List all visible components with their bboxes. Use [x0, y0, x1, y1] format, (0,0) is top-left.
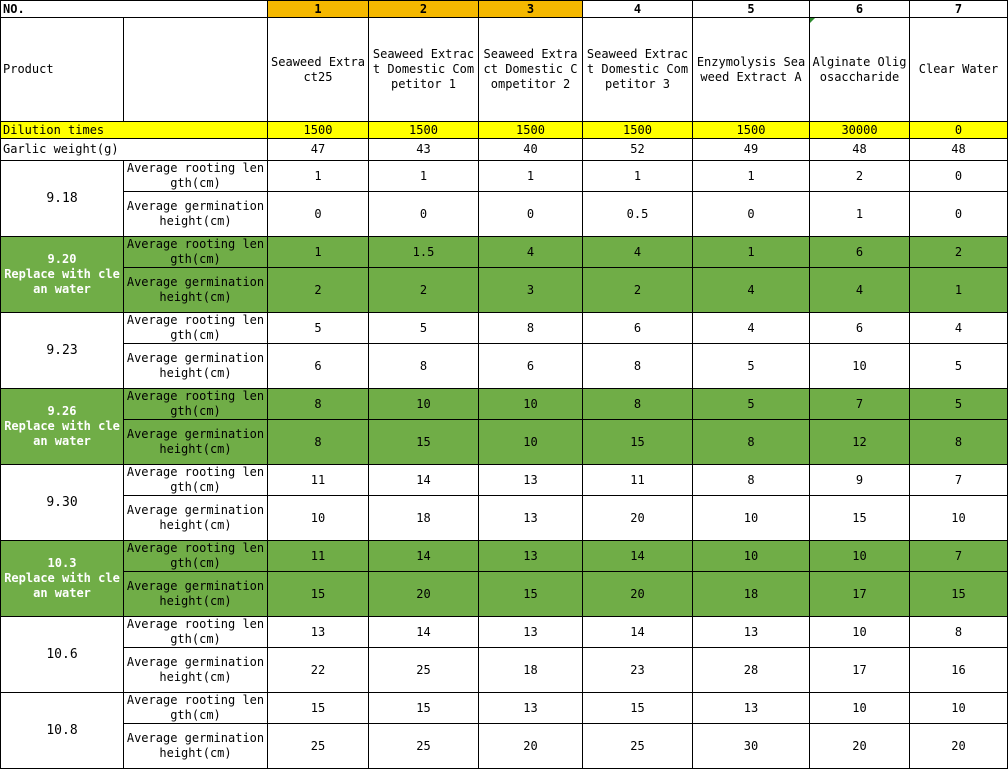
- rooting-value-cell[interactable]: 1: [268, 161, 369, 192]
- germination-value-cell[interactable]: 5: [693, 344, 810, 389]
- germination-value-cell[interactable]: 13: [479, 496, 583, 541]
- rooting-value-cell[interactable]: 13: [693, 693, 810, 724]
- water-note-label: Replace with clean water: [4, 419, 120, 448]
- rooting-row: [1, 389, 1008, 420]
- date-cell[interactable]: [1, 541, 124, 617]
- rooting-value-cell[interactable]: 1: [693, 237, 810, 268]
- dilution-value-cell[interactable]: 30000: [810, 122, 910, 139]
- garlic-weight-row: [1, 139, 1008, 161]
- column-number-cell[interactable]: 3: [479, 1, 583, 18]
- rooting-value-cell[interactable]: 7: [910, 541, 1008, 572]
- rooting-value-cell[interactable]: 8: [583, 389, 693, 420]
- germination-row: [1, 496, 1008, 541]
- date-cell[interactable]: [1, 617, 124, 693]
- rooting-value-cell[interactable]: 6: [810, 313, 910, 344]
- germination-value-cell[interactable]: 8: [693, 420, 810, 465]
- germination-value-cell[interactable]: 10: [268, 496, 369, 541]
- rooting-label-cell[interactable]: Average rooting length(cm): [124, 541, 268, 572]
- germination-row: [1, 648, 1008, 693]
- rooting-row: [1, 161, 1008, 192]
- dilution-value-cell[interactable]: 1500: [479, 122, 583, 139]
- germination-value-cell[interactable]: 0: [268, 192, 369, 237]
- germination-value-cell[interactable]: 15: [910, 572, 1008, 617]
- germination-value-cell[interactable]: 8: [268, 420, 369, 465]
- germination-value-cell[interactable]: 0.5: [583, 192, 693, 237]
- germination-value-cell[interactable]: 17: [810, 572, 910, 617]
- germination-value-cell[interactable]: 10: [810, 344, 910, 389]
- germination-value-cell[interactable]: 2: [268, 268, 369, 313]
- rooting-value-cell[interactable]: 4: [479, 237, 583, 268]
- germination-value-cell[interactable]: 6: [268, 344, 369, 389]
- rooting-value-cell[interactable]: 14: [583, 541, 693, 572]
- product-row: [1, 18, 1008, 122]
- germination-label-cell[interactable]: Average germination height(cm): [124, 724, 268, 769]
- germination-value-cell[interactable]: 15: [583, 420, 693, 465]
- rooting-label-cell[interactable]: Average rooting length(cm): [124, 161, 268, 192]
- no-label-cell[interactable]: NO.: [1, 1, 268, 18]
- rooting-value-cell[interactable]: 10: [910, 693, 1008, 724]
- rooting-value-cell[interactable]: 15: [369, 693, 479, 724]
- germination-label-cell[interactable]: Average germination height(cm): [124, 420, 268, 465]
- date-cell[interactable]: [1, 161, 124, 237]
- germination-value-cell[interactable]: 8: [910, 420, 1008, 465]
- germination-value-cell[interactable]: 1: [810, 192, 910, 237]
- germination-value-cell[interactable]: 4: [693, 268, 810, 313]
- product-label-cell[interactable]: Product: [1, 18, 124, 122]
- germination-value-cell[interactable]: 25: [369, 724, 479, 769]
- rooting-value-cell[interactable]: 13: [479, 617, 583, 648]
- germination-value-cell[interactable]: 8: [583, 344, 693, 389]
- rooting-value-cell[interactable]: 15: [268, 693, 369, 724]
- rooting-label-cell[interactable]: Average rooting length(cm): [124, 237, 268, 268]
- germination-value-cell[interactable]: 6: [479, 344, 583, 389]
- rooting-value-cell[interactable]: 5: [693, 389, 810, 420]
- rooting-label-cell[interactable]: Average rooting length(cm): [124, 693, 268, 724]
- germination-row: [1, 192, 1008, 237]
- rooting-value-cell[interactable]: 2: [910, 237, 1008, 268]
- germination-value-cell[interactable]: 15: [268, 572, 369, 617]
- product-name-cell[interactable]: Seaweed Extract Domestic Competitor 1: [369, 18, 479, 122]
- germination-value-cell[interactable]: 28: [693, 648, 810, 693]
- rooting-value-cell[interactable]: 4: [693, 313, 810, 344]
- dilution-value-cell[interactable]: 0: [910, 122, 1008, 139]
- rooting-value-cell[interactable]: 11: [268, 465, 369, 496]
- rooting-row: [1, 693, 1008, 724]
- germination-value-cell[interactable]: 2: [369, 268, 479, 313]
- rooting-value-cell[interactable]: 1: [369, 161, 479, 192]
- rooting-value-cell[interactable]: 14: [583, 617, 693, 648]
- germination-value-cell[interactable]: 5: [910, 344, 1008, 389]
- rooting-label-cell[interactable]: Average rooting length(cm): [124, 389, 268, 420]
- germination-value-cell[interactable]: 18: [693, 572, 810, 617]
- garlic-label-cell[interactable]: Garlic weight(g): [1, 139, 268, 161]
- rooting-label-cell[interactable]: Average rooting length(cm): [124, 313, 268, 344]
- germination-value-cell[interactable]: 15: [479, 572, 583, 617]
- germination-value-cell[interactable]: 25: [268, 724, 369, 769]
- germination-value-cell[interactable]: 20: [583, 496, 693, 541]
- germination-value-cell[interactable]: 17: [810, 648, 910, 693]
- rooting-value-cell[interactable]: 10: [479, 389, 583, 420]
- water-note-label: Replace with clean water: [4, 267, 120, 296]
- rooting-value-cell[interactable]: 11: [583, 465, 693, 496]
- column-number-cell[interactable]: 2: [369, 1, 479, 18]
- rooting-value-cell[interactable]: 5: [910, 389, 1008, 420]
- rooting-value-cell[interactable]: 10: [693, 541, 810, 572]
- germination-row: [1, 420, 1008, 465]
- garlic-value-cell[interactable]: 47: [268, 139, 369, 161]
- germination-value-cell[interactable]: 10: [479, 420, 583, 465]
- germination-value-cell[interactable]: 2: [583, 268, 693, 313]
- rooting-row: [1, 541, 1008, 572]
- germination-label-cell[interactable]: Average germination height(cm): [124, 572, 268, 617]
- product-name-cell[interactable]: Clear Water: [910, 18, 1008, 122]
- product-name-cell[interactable]: Seaweed Extract Domestic Competitor 3: [583, 18, 693, 122]
- rooting-row: [1, 617, 1008, 648]
- dilution-label-cell[interactable]: Dilution times: [1, 122, 268, 139]
- rooting-value-cell[interactable]: 10: [810, 617, 910, 648]
- product-name-cell[interactable]: Seaweed Extract Domestic Competitor 2: [479, 18, 583, 122]
- rooting-value-cell[interactable]: 13: [479, 465, 583, 496]
- empty-cell[interactable]: [124, 18, 268, 122]
- date-cell[interactable]: [1, 389, 124, 465]
- date-label: 9.26: [47, 404, 77, 418]
- germination-value-cell[interactable]: 22: [268, 648, 369, 693]
- rooting-value-cell[interactable]: 15: [583, 693, 693, 724]
- rooting-value-cell[interactable]: 1: [479, 161, 583, 192]
- germination-value-cell[interactable]: 25: [583, 724, 693, 769]
- rooting-value-cell[interactable]: 5: [268, 313, 369, 344]
- date-cell[interactable]: [1, 237, 124, 313]
- date-label: 10.6: [46, 647, 78, 662]
- product-name-cell[interactable]: Seaweed Extract25: [268, 18, 369, 122]
- rooting-value-cell[interactable]: 13: [479, 693, 583, 724]
- rooting-value-cell[interactable]: 13: [268, 617, 369, 648]
- germination-value-cell[interactable]: 10: [910, 496, 1008, 541]
- rooting-value-cell[interactable]: 11: [268, 541, 369, 572]
- germination-value-cell[interactable]: 0: [693, 192, 810, 237]
- column-number-cell[interactable]: 7: [910, 1, 1008, 18]
- rooting-value-cell[interactable]: 13: [479, 541, 583, 572]
- column-number-cell[interactable]: 4: [583, 1, 693, 18]
- germination-value-cell[interactable]: 1: [910, 268, 1008, 313]
- rooting-value-cell[interactable]: 10: [369, 389, 479, 420]
- germination-value-cell[interactable]: 15: [810, 496, 910, 541]
- column-number-cell[interactable]: 5: [693, 1, 810, 18]
- rooting-value-cell[interactable]: 0: [910, 161, 1008, 192]
- germination-value-cell[interactable]: 18: [369, 496, 479, 541]
- product-name-cell[interactable]: Enzymolysis Seaweed Extract A: [693, 18, 810, 122]
- rooting-value-cell[interactable]: 10: [810, 541, 910, 572]
- rooting-value-cell[interactable]: 1: [268, 237, 369, 268]
- garlic-value-cell[interactable]: 48: [910, 139, 1008, 161]
- rooting-value-cell[interactable]: 14: [369, 465, 479, 496]
- garlic-value-cell[interactable]: 52: [583, 139, 693, 161]
- date-label: 9.23: [46, 343, 78, 358]
- rooting-label-cell[interactable]: Average rooting length(cm): [124, 465, 268, 496]
- rooting-value-cell[interactable]: 1: [583, 161, 693, 192]
- date-label: 9.20: [47, 252, 77, 266]
- rooting-value-cell[interactable]: 13: [693, 617, 810, 648]
- rooting-value-cell[interactable]: 1.5: [369, 237, 479, 268]
- rooting-value-cell[interactable]: 14: [369, 541, 479, 572]
- rooting-value-cell[interactable]: 4: [910, 313, 1008, 344]
- germination-label-cell[interactable]: Average germination height(cm): [124, 268, 268, 313]
- rooting-value-cell[interactable]: 6: [810, 237, 910, 268]
- germination-value-cell[interactable]: 16: [910, 648, 1008, 693]
- product-name-cell[interactable]: Alginate Oligosaccharide: [810, 18, 910, 122]
- rooting-value-cell[interactable]: 8: [693, 465, 810, 496]
- garlic-value-cell[interactable]: 43: [369, 139, 479, 161]
- germination-value-cell[interactable]: 0: [479, 192, 583, 237]
- germination-value-cell[interactable]: 18: [479, 648, 583, 693]
- rooting-value-cell[interactable]: 8: [268, 389, 369, 420]
- germination-row: [1, 724, 1008, 769]
- germination-value-cell[interactable]: 23: [583, 648, 693, 693]
- germination-value-cell[interactable]: 30: [693, 724, 810, 769]
- dilution-value-cell[interactable]: 1500: [693, 122, 810, 139]
- rooting-value-cell[interactable]: 1: [693, 161, 810, 192]
- garlic-value-cell[interactable]: 48: [810, 139, 910, 161]
- rooting-value-cell[interactable]: 7: [810, 389, 910, 420]
- column-number-cell[interactable]: 1: [268, 1, 369, 18]
- rooting-value-cell[interactable]: 4: [583, 237, 693, 268]
- date-label: 10.8: [46, 723, 78, 738]
- germination-row: [1, 268, 1008, 313]
- dilution-value-cell[interactable]: 1500: [369, 122, 479, 139]
- date-cell[interactable]: [1, 465, 124, 541]
- date-label: 10.3: [47, 556, 77, 570]
- germination-row: [1, 572, 1008, 617]
- rooting-value-cell[interactable]: 8: [479, 313, 583, 344]
- date-label: 9.30: [46, 495, 78, 510]
- germination-label-cell[interactable]: Average germination height(cm): [124, 344, 268, 389]
- rooting-value-cell[interactable]: 9: [810, 465, 910, 496]
- germination-value-cell[interactable]: 20: [910, 724, 1008, 769]
- germination-value-cell[interactable]: 20: [479, 724, 583, 769]
- germination-value-cell[interactable]: 8: [369, 344, 479, 389]
- germination-value-cell[interactable]: 20: [369, 572, 479, 617]
- germination-value-cell[interactable]: 0: [910, 192, 1008, 237]
- germination-value-cell[interactable]: 12: [810, 420, 910, 465]
- germination-value-cell[interactable]: 20: [583, 572, 693, 617]
- rooting-value-cell[interactable]: 14: [369, 617, 479, 648]
- rooting-value-cell[interactable]: 5: [369, 313, 479, 344]
- rooting-label-cell[interactable]: Average rooting length(cm): [124, 617, 268, 648]
- dilution-row: [1, 122, 1008, 139]
- germination-row: [1, 344, 1008, 389]
- rooting-row: [1, 465, 1008, 496]
- rooting-row: [1, 313, 1008, 344]
- rooting-value-cell[interactable]: 8: [910, 617, 1008, 648]
- germination-label-cell[interactable]: Average germination height(cm): [124, 496, 268, 541]
- header-row: [1, 1, 1008, 18]
- germination-value-cell[interactable]: 25: [369, 648, 479, 693]
- germination-value-cell[interactable]: 15: [369, 420, 479, 465]
- water-note-label: Replace with clean water: [4, 571, 120, 600]
- germination-value-cell[interactable]: 4: [810, 268, 910, 313]
- germination-value-cell[interactable]: 3: [479, 268, 583, 313]
- germination-value-cell[interactable]: 10: [693, 496, 810, 541]
- column-number-cell[interactable]: 6: [810, 1, 910, 18]
- garlic-value-cell[interactable]: 49: [693, 139, 810, 161]
- date-cell[interactable]: [1, 313, 124, 389]
- rooting-value-cell[interactable]: 6: [583, 313, 693, 344]
- germination-value-cell[interactable]: 0: [369, 192, 479, 237]
- germination-label-cell[interactable]: Average germination height(cm): [124, 192, 268, 237]
- dilution-value-cell[interactable]: 1500: [583, 122, 693, 139]
- rooting-value-cell[interactable]: 2: [810, 161, 910, 192]
- garlic-value-cell[interactable]: 40: [479, 139, 583, 161]
- date-cell[interactable]: [1, 693, 124, 769]
- rooting-value-cell[interactable]: 10: [810, 693, 910, 724]
- germination-label-cell[interactable]: Average germination height(cm): [124, 648, 268, 693]
- rooting-value-cell[interactable]: 7: [910, 465, 1008, 496]
- dilution-value-cell[interactable]: 1500: [268, 122, 369, 139]
- rooting-row: [1, 237, 1008, 268]
- germination-value-cell[interactable]: 20: [810, 724, 910, 769]
- date-label: 9.18: [46, 191, 78, 206]
